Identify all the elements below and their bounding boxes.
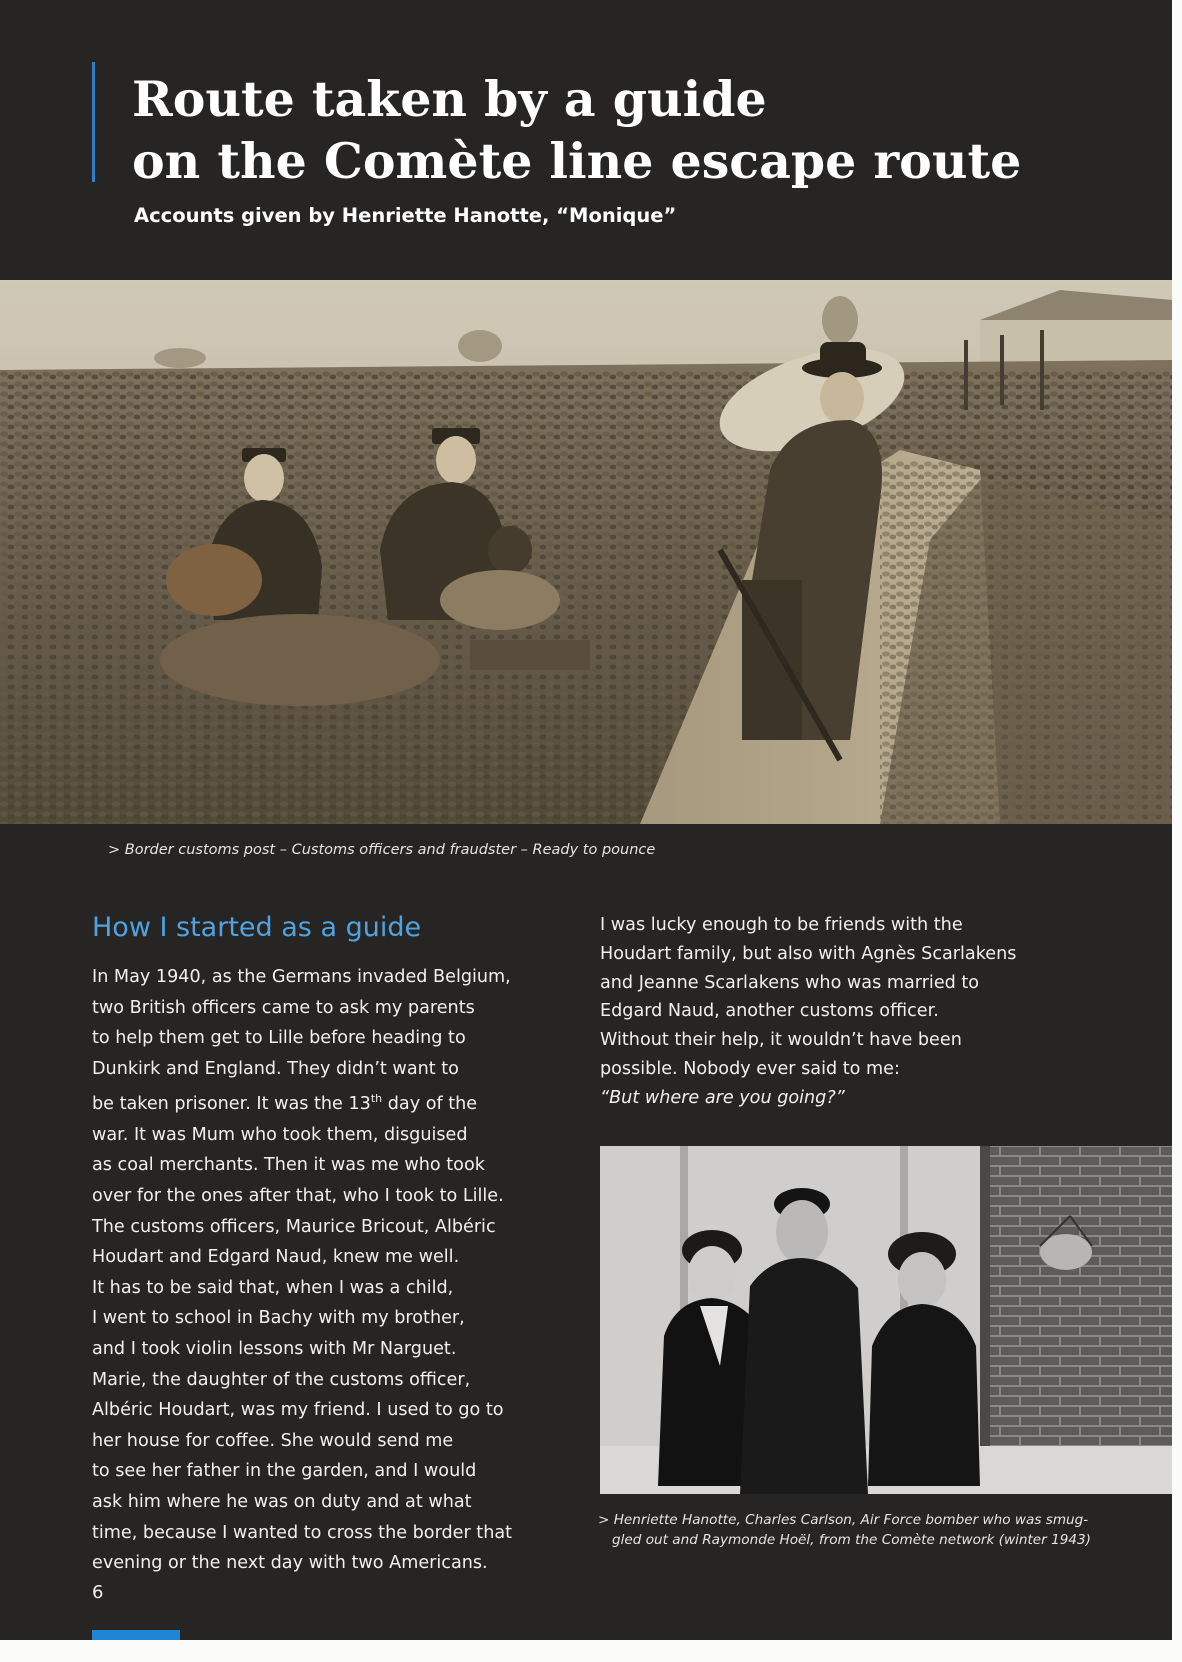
text-line: Houdart and Edgard Naud, knew me well. xyxy=(92,1247,460,1268)
text-line: to help them get to Lille before heading to xyxy=(92,1028,466,1049)
text-line: over for the ones after that, who I took to Lille. xyxy=(92,1186,504,1207)
caption-line-1: > Henriette Hanotte, Charles Carlson, Air Force bomber who was smug- xyxy=(598,1512,1089,1528)
subtitle: Accounts given by Henriette Hanotte, “Monique” xyxy=(134,204,677,227)
text-line: Albéric Houdart, was my friend. I used to go to xyxy=(92,1400,504,1421)
text-line: and Jeanne Scarlakens who was married to xyxy=(600,972,980,993)
text-line: evening or the next day with two Americans. xyxy=(92,1553,488,1574)
hero-photo-customs-post xyxy=(0,280,1172,824)
text-line: Houdart family, but also with Agnès Scarlakens xyxy=(600,943,1017,964)
title-line-1: Route taken by a guide xyxy=(132,70,767,128)
text-line: possible. Nobody ever said to me: xyxy=(600,1058,900,1079)
text-line: ask him where he was on duty and at what xyxy=(92,1491,472,1512)
caption-line-2: gled out and Raymonde Hoël, from the Comète network (winter 1943) xyxy=(612,1532,1091,1548)
scan-margin-bottom xyxy=(0,1640,1182,1662)
text-line: Edgard Naud, another customs officer. xyxy=(600,1001,939,1022)
title-accent-bar xyxy=(92,62,95,182)
text-line: It has to be said that, when I was a child, xyxy=(92,1277,454,1298)
text-line: her house for coffee. She would send me xyxy=(92,1430,454,1451)
scan-margin-right xyxy=(1172,0,1182,1662)
superscript: th xyxy=(370,1092,383,1106)
portrait-photo-caption xyxy=(598,1510,1143,1550)
text-line: Without their help, it wouldn’t have been xyxy=(600,1030,962,1051)
text-line: as coal merchants. Then it was me who took xyxy=(92,1155,485,1176)
text-line: time, because I wanted to cross the border that xyxy=(92,1522,513,1543)
text-segment: day of the xyxy=(387,1094,478,1115)
text-line: I went to school in Bachy with my brother, xyxy=(92,1308,465,1329)
page-number-tab xyxy=(92,1630,180,1640)
portrait-photo-three-people xyxy=(600,1146,1172,1494)
text-line xyxy=(92,1084,562,1119)
title-line-2: on the Comète line escape route xyxy=(132,132,1022,190)
text-line: two British officers came to ask my parents xyxy=(92,997,475,1018)
right-column-text xyxy=(600,911,1100,1113)
text-line: war. It was Mum who took them, disguised xyxy=(92,1124,468,1145)
text-line: Marie, the daughter of the customs officer, xyxy=(92,1369,471,1390)
page-title xyxy=(132,68,1132,192)
left-column-text xyxy=(92,962,562,1579)
text-segment: be taken prisoner. It was the 13 xyxy=(92,1094,371,1115)
text-line: In May 1940, as the Germans invaded Belgium, xyxy=(92,967,511,987)
page-number: 6 xyxy=(92,1582,104,1603)
text-line: I was lucky enough to be friends with the xyxy=(600,915,963,935)
quote-line: “But where are you going?” xyxy=(600,1087,845,1108)
hero-photo-caption: > Border customs post – Customs officers and fraudster – Ready to pounce xyxy=(108,842,656,858)
section-heading: How I started as a guide xyxy=(92,912,422,943)
text-line: The customs officers, Maurice Bricout, Albéric xyxy=(92,1216,496,1237)
text-line: and I took violin lessons with Mr Narguet. xyxy=(92,1338,457,1359)
text-line: Dunkirk and England. They didn’t want to xyxy=(92,1058,459,1079)
text-line: to see her father in the garden, and I would xyxy=(92,1461,477,1482)
